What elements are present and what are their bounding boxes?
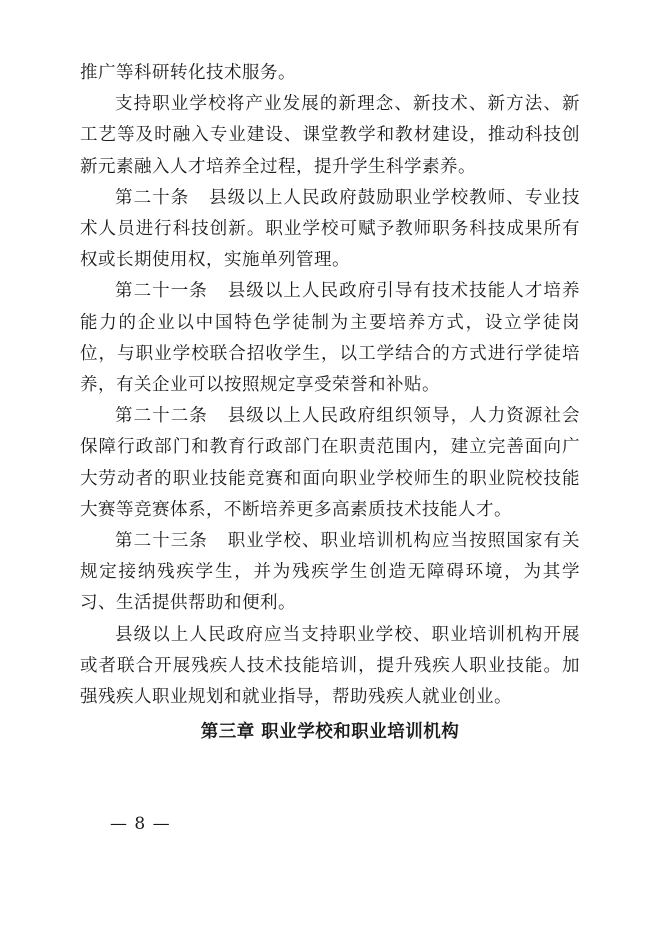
- article-number: 第二十二条: [115, 406, 208, 427]
- article-22: [80, 401, 580, 526]
- document-page: [80, 58, 580, 748]
- article-number: 第二十一条: [115, 281, 208, 302]
- article-text: 县级以上人民政府鼓励职业学校教师、专业技术人员进行科技创新。职业学校可赋予教师职务科技成果所有权或长期使用权，实施单列管理。: [80, 187, 581, 271]
- article-number: 第二十三条: [115, 531, 208, 552]
- paragraph-text: 县级以上人民政府应当支持职业学校、职业培训机构开展或者联合开展残疾人技术技能培训，提升残疾人职业技能。加强残疾人职业规划和就业指导，帮助残疾人就业创业。: [80, 624, 580, 708]
- article-20: [80, 183, 580, 277]
- page-number: — 8 —: [110, 814, 171, 834]
- paragraph-1: [80, 58, 580, 89]
- paragraph-2: [80, 89, 580, 183]
- article-21: [80, 276, 580, 401]
- article-text: 职业学校、职业培训机构应当按照国家有关规定接纳残疾学生，并为残疾学生创造无障碍环境，为其学习、生活提供帮助和便利。: [80, 531, 581, 614]
- paragraph-7: [80, 620, 580, 714]
- article-text: 县级以上人民政府组织领导，人力资源社会保障行政部门和教育行政部门在职责范围内，建立完善面向广大劳动者的职业技能竞赛和面向职业学校师生的职业院校技能大赛等竞赛体系，不断培养更多高素质技术技能人才。: [80, 406, 581, 520]
- paragraph-text: 支持职业学校将产业发展的新理念、新技术、新方法、新工艺等及时融入专业建设、课堂教学和教材建设，推动科技创新元素融入人才培养全过程，提升学生科学素养。: [80, 94, 580, 177]
- article-23: [80, 526, 580, 620]
- article-number: 第二十条: [115, 187, 190, 208]
- chapter-title: 第三章 职业学校和职业培训机构: [200, 722, 460, 743]
- article-text: 县级以上人民政府引导有技术技能人才培养能力的企业以中国特色学徒制为主要培养方式，设立学徒岗位，与职业学校联合招收学生，以工学结合的方式进行学徒培养，有关企业可以按照规定享受荣誉和补贴。: [80, 281, 581, 396]
- paragraph-text: 推广等科研转化技术服务。: [80, 63, 296, 83]
